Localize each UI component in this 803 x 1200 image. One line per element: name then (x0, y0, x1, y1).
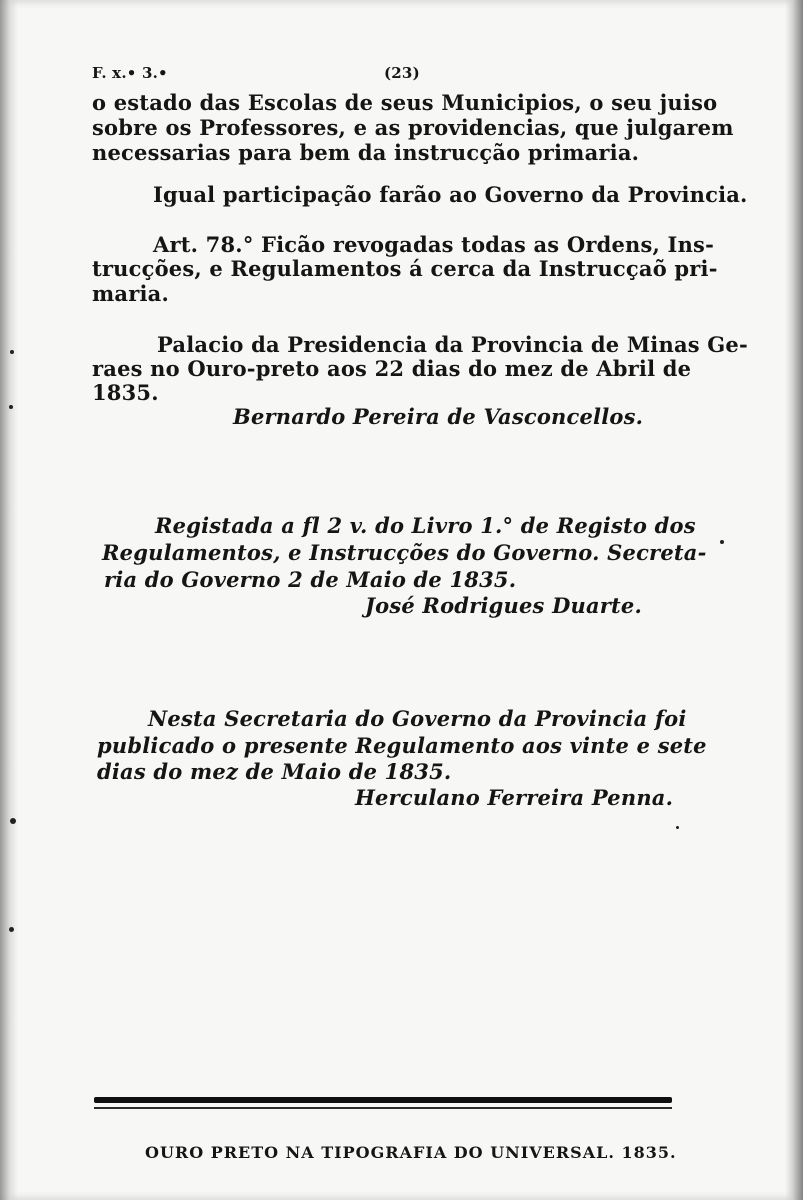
signature-herculano: Herculano Ferreira Penna. (355, 785, 674, 810)
ink-speck (676, 826, 679, 829)
ink-speck (10, 350, 14, 354)
signature-bernardo: Bernardo Pereira de Vasconcellos. (233, 404, 644, 429)
signature-jose: José Rodrigues Duarte. (365, 593, 642, 618)
page-right-shadow (785, 0, 803, 1200)
page-number: (23) (384, 64, 420, 82)
registration-line-2: Regulamentos, e Instrucções do Governo. Secreta- (102, 540, 707, 565)
ink-speck (10, 818, 16, 824)
ink-speck (9, 405, 13, 409)
footer-rule-thick (94, 1097, 672, 1103)
palace-date-line-2: raes no Ouro-preto aos 22 dias do mez de Abril de (92, 356, 692, 381)
publication-line-1: Nesta Secretaria do Governo da Provincia foi (148, 706, 687, 731)
body-line-1: o estado das Escolas de seus Municipios, o seu juiso (92, 90, 718, 115)
ink-speck (9, 927, 14, 932)
registration-line-3: ria do Governo 2 de Maio de 1835. (104, 567, 517, 592)
signature-mark: F. x.• 3.• (92, 64, 168, 82)
article-line-2: trucções, e Regulamentos á cerca da Instrucçaõ pri- (92, 256, 718, 281)
body-line-2: sobre os Professores, e as providencias, que julgarem (92, 115, 734, 140)
body-line-3: necessarias para bem da instrucção primaria. (92, 140, 640, 165)
footer-imprint: OURO PRETO NA TIPOGRAFIA DO UNIVERSAL. 1835. (145, 1143, 677, 1162)
page-left-shadow (0, 0, 18, 1200)
participation-line: Igual participação farão ao Governo da Provincia. (153, 182, 748, 207)
article-line-3: maria. (92, 281, 169, 306)
palace-date-line-1: Palacio da Presidencia da Provincia de Minas Ge- (157, 332, 748, 357)
article-line-1: Art. 78.° Ficão revogadas todas as Ordens, Ins- (153, 232, 714, 257)
footer-rule-thin (94, 1107, 672, 1109)
publication-line-3: dias do mez de Maio de 1835. (97, 759, 452, 784)
ink-speck (720, 540, 724, 544)
palace-date-line-3: 1835. (92, 380, 159, 405)
registration-line-1: Registada a fl 2 v. do Livro 1.° de Registo dos (155, 513, 696, 538)
publication-line-2: publicado o presente Regulamento aos vinte e sete (97, 733, 707, 758)
